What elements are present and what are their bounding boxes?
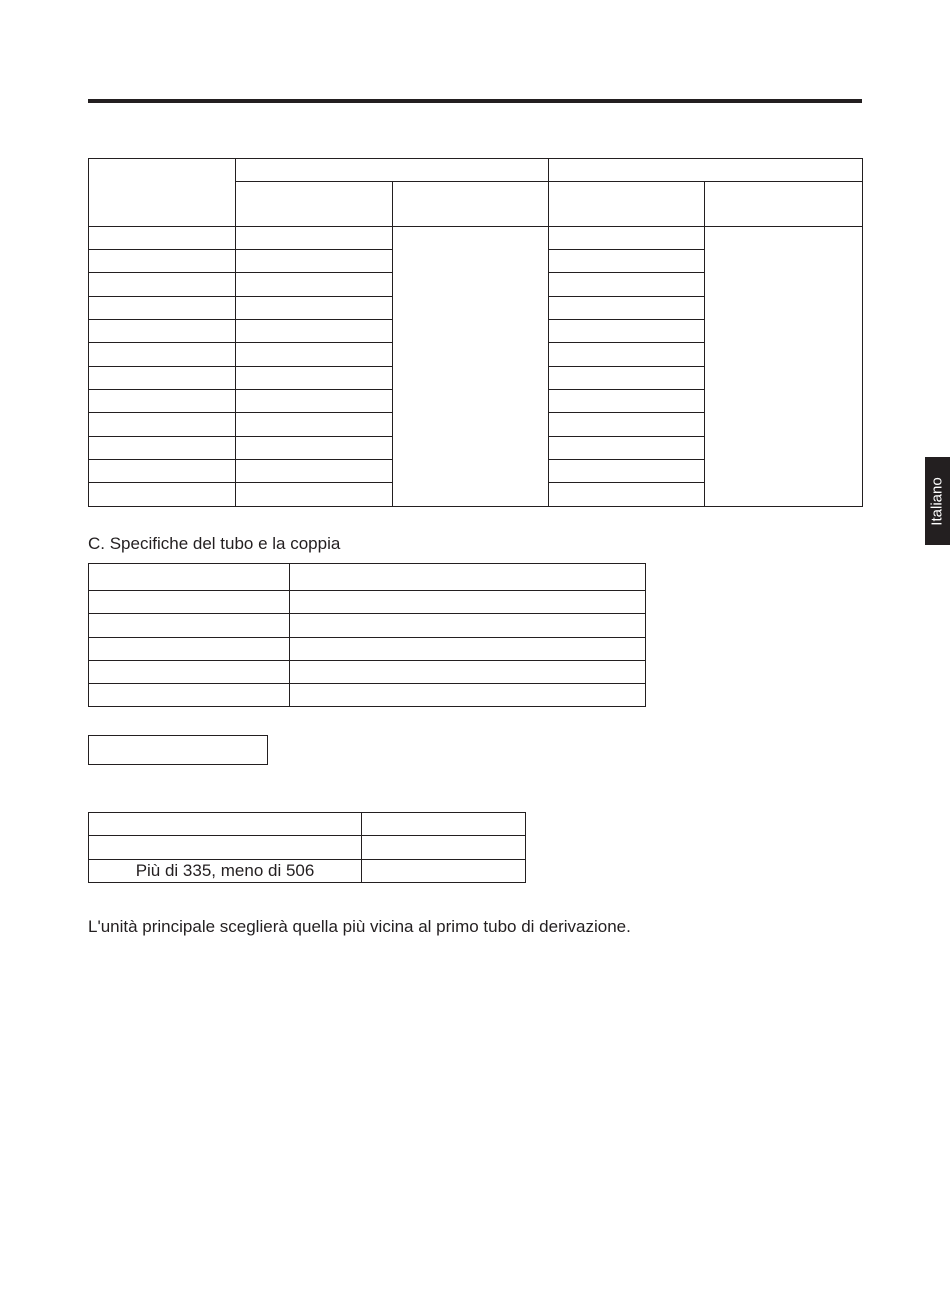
header-cell <box>89 159 236 227</box>
table-cell <box>89 437 236 460</box>
table-cell <box>549 343 705 367</box>
table-cell <box>89 614 290 638</box>
pipe-size-table <box>88 158 863 507</box>
table-cell <box>89 564 290 591</box>
header-cell <box>236 159 549 182</box>
table-cell <box>549 250 705 273</box>
table-cell <box>290 591 646 614</box>
table-cell <box>236 273 393 297</box>
table-cell <box>89 638 290 661</box>
table-cell <box>549 413 705 437</box>
table-cell <box>549 227 705 250</box>
table-cell <box>549 367 705 390</box>
header-cell <box>236 182 393 227</box>
header-cell <box>393 182 549 227</box>
capacity-range-table <box>88 812 526 883</box>
table-cell <box>89 483 236 507</box>
table-cell <box>549 460 705 483</box>
table-cell <box>236 250 393 273</box>
table-cell <box>362 860 526 883</box>
header-cell <box>549 159 863 182</box>
table-cell <box>236 227 393 250</box>
table-cell <box>290 661 646 684</box>
header-cell <box>705 182 863 227</box>
table-cell <box>549 390 705 413</box>
table-cell <box>236 367 393 390</box>
table-cell <box>89 813 362 836</box>
label-box <box>88 735 268 765</box>
footer-note: L'unità principale sceglierà quella più vicina al primo tubo di derivazione. <box>88 917 631 936</box>
table-cell <box>89 684 290 707</box>
merged-cell <box>705 227 863 507</box>
table-cell: Più di 335, meno di 506 <box>89 860 362 883</box>
table-cell <box>290 614 646 638</box>
header-cell <box>549 182 705 227</box>
table-cell <box>236 437 393 460</box>
table-cell <box>89 320 236 343</box>
table-cell <box>89 591 290 614</box>
language-tab-label: Italiano <box>929 476 946 526</box>
header-rule <box>88 99 862 103</box>
table-cell <box>549 483 705 507</box>
table-cell <box>89 661 290 684</box>
table-cell <box>89 250 236 273</box>
table-cell <box>290 564 646 591</box>
section-caption: C. Specifiche del tubo e la coppia <box>88 534 341 553</box>
table-cell <box>89 297 236 320</box>
table-cell <box>236 413 393 437</box>
table-cell <box>290 684 646 707</box>
table-cell <box>89 367 236 390</box>
table-cell <box>89 460 236 483</box>
table-cell <box>89 343 236 367</box>
table-cell <box>89 227 236 250</box>
table-cell <box>549 437 705 460</box>
table-cell <box>549 297 705 320</box>
table-cell <box>236 483 393 507</box>
table-cell <box>89 413 236 437</box>
table-cell <box>89 273 236 297</box>
table-cell <box>236 320 393 343</box>
pipe-torque-table <box>88 563 646 707</box>
table-cell <box>89 836 362 860</box>
table-cell <box>362 813 526 836</box>
table-cell <box>236 390 393 413</box>
table-cell <box>362 836 526 860</box>
table-cell <box>549 273 705 297</box>
table-cell <box>290 638 646 661</box>
table-cell <box>236 343 393 367</box>
table-cell <box>89 390 236 413</box>
merged-cell <box>393 227 549 507</box>
table-cell <box>549 320 705 343</box>
table-cell <box>236 297 393 320</box>
language-tab <box>925 457 950 545</box>
table-cell <box>236 460 393 483</box>
